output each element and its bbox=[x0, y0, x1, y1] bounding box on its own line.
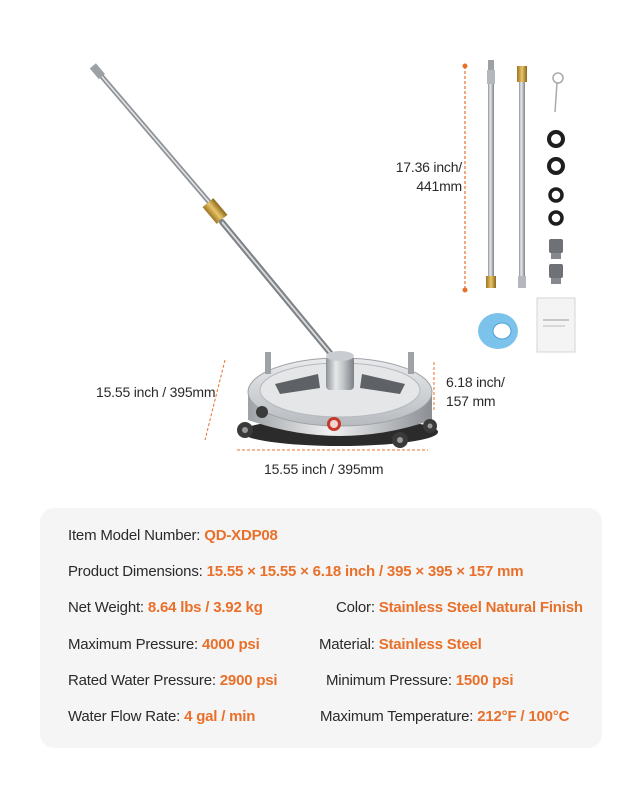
spec-label: Maximum Temperature: bbox=[320, 708, 478, 725]
wand bbox=[90, 63, 336, 360]
spec-label: Net Weight: bbox=[68, 599, 148, 616]
accessory-length-line2: 441mm bbox=[416, 178, 462, 194]
accessory-length-line1: 17.36 inch/ bbox=[395, 159, 462, 175]
spec-value: 4000 psi bbox=[201, 636, 260, 653]
spec-net-weight bbox=[68, 599, 263, 616]
spec-value: Stainless Steel bbox=[378, 636, 482, 653]
spec-label: Product Dimensions: bbox=[68, 563, 207, 580]
spec-label: Material: bbox=[319, 636, 379, 653]
width-bottom-label: 15.55 inch / 395mm bbox=[264, 461, 384, 477]
height-line1: 6.18 inch/ bbox=[446, 374, 505, 390]
spec-label: Rated Water Pressure: bbox=[68, 672, 220, 689]
spec-max-pressure bbox=[68, 636, 260, 653]
spec-value: 1500 psi bbox=[455, 672, 514, 689]
spec-value: QD-XDP08 bbox=[204, 527, 278, 544]
spec-rated-pressure bbox=[68, 672, 277, 689]
spec-value: Stainless Steel Natural Finish bbox=[378, 599, 583, 616]
height-label bbox=[446, 373, 505, 411]
tape-and-manual bbox=[478, 298, 575, 352]
spec-value: 212°F / 100°C bbox=[477, 708, 570, 725]
spec-value: 15.55 × 15.55 × 6.18 inch / 395 × 395 × 157 mm bbox=[206, 563, 524, 580]
spec-value: 8.64 lbs / 3.92 kg bbox=[147, 599, 263, 616]
spec-label: Color: bbox=[336, 599, 379, 616]
extension-rods bbox=[486, 60, 527, 288]
width-left-label: 15.55 inch / 395mm bbox=[96, 384, 216, 400]
spec-material bbox=[319, 636, 482, 653]
spec-max-temperature bbox=[320, 708, 569, 725]
spec-product-dimensions bbox=[68, 563, 523, 580]
small-parts bbox=[549, 73, 563, 284]
spec-value: 2900 psi bbox=[219, 672, 278, 689]
accessory-length-label bbox=[388, 158, 462, 196]
spec-color bbox=[336, 599, 583, 616]
spec-label: Minimum Pressure: bbox=[326, 672, 456, 689]
cleaner-body bbox=[237, 351, 438, 448]
spec-model bbox=[68, 527, 278, 544]
spec-label: Maximum Pressure: bbox=[68, 636, 202, 653]
spec-flow-rate bbox=[68, 708, 255, 725]
specifications-panel bbox=[40, 508, 602, 748]
height-line2: 157 mm bbox=[446, 393, 496, 409]
spec-label: Item Model Number: bbox=[68, 527, 205, 544]
spec-value: 4 gal / min bbox=[184, 708, 256, 725]
spec-label: Water Flow Rate: bbox=[68, 708, 185, 725]
spec-min-pressure bbox=[326, 672, 513, 689]
